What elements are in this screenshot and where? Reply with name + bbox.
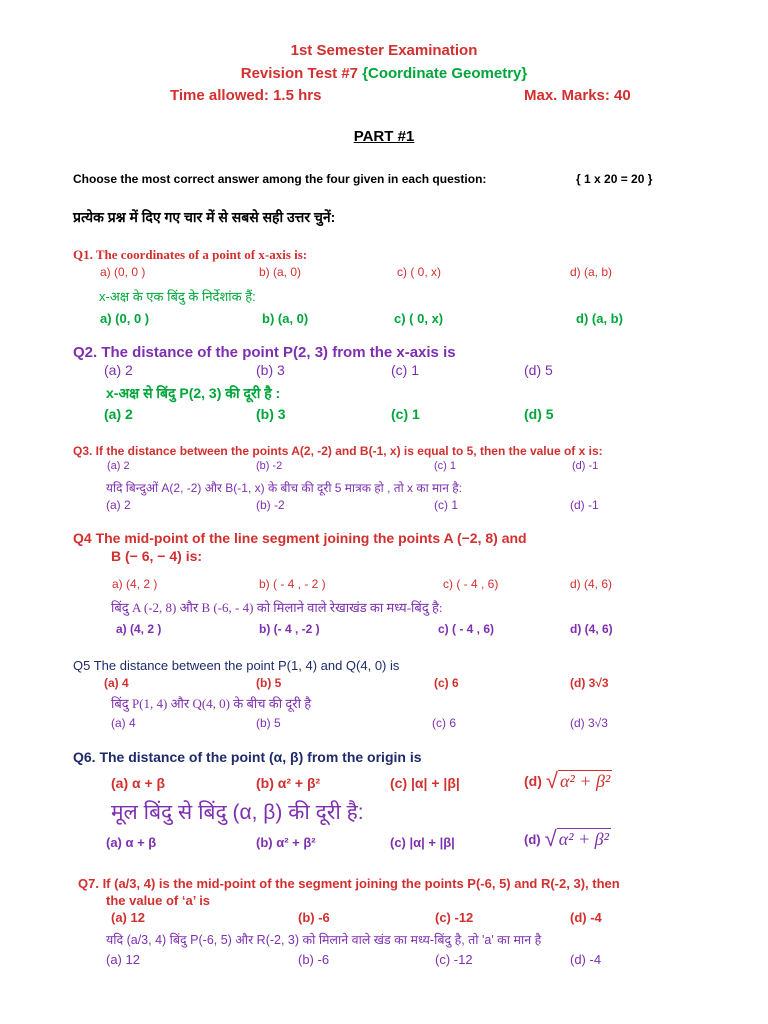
q3-text: Q3. If the distance between the points A(2, -2) and B(-1, x) is equal to 5, then the value of x is: — [73, 444, 603, 458]
q7-hindi-option-c: (c) -12 — [435, 952, 473, 967]
q2-option-d: (d) 5 — [524, 362, 553, 378]
q2-hindi-text: x-अक्ष से बिंदु P(2, 3) की दूरी है : — [106, 385, 281, 401]
q6-option-a: (a) α + β — [111, 775, 166, 791]
q6-text: Q6. The distance of the point (α, β) from the origin is — [73, 749, 422, 765]
q5-option-b: (b) 5 — [256, 676, 282, 690]
q5-text: Q5 The distance between the point P(1, 4) and Q(4, 0) is — [73, 658, 400, 673]
q1-hindi-option-b: b) (a, 0) — [262, 311, 309, 326]
q6-option-b: (b) α² + β² — [256, 775, 321, 791]
q6-hindi-option-b: (b) α² + β² — [256, 835, 316, 850]
q3-hindi-option-b: (b) -2 — [256, 498, 285, 512]
q7-option-a: (a) 12 — [111, 910, 145, 925]
marking-scheme: { 1 x 20 = 20 } — [576, 172, 653, 186]
test-topic: {Coordinate Geometry} — [362, 65, 528, 82]
q2-option-b: (b) 3 — [256, 362, 285, 378]
q3-hindi-option-d: (d) -1 — [570, 498, 599, 512]
q4-text-line2: B (− 6, − 4) is: — [111, 548, 203, 564]
q7-option-b: (b) -6 — [298, 910, 330, 925]
q7-text-line1: Q7. If (a/3, 4) is the mid-point of the segment joining the points P(-6, 5) and R(-2, 3), then — [78, 876, 620, 891]
q4-option-d: d) (4, 6) — [570, 577, 613, 591]
instruction-hi: प्रत्येक प्रश्न में दिए गए चार में से सबसे सही उत्तर चुनें: — [73, 209, 336, 225]
q5-hindi-option-c: (c) 6 — [432, 716, 456, 730]
q7-hindi-option-a: (a) 12 — [106, 952, 140, 967]
exam-title: 1st Semester Examination — [290, 42, 478, 59]
q5-hindi-option-a: (a) 4 — [111, 716, 136, 730]
q5-hindi-option-b: (b) 5 — [256, 716, 281, 730]
q5-hindi-text: बिंदु P(1, 4) और Q(4, 0) के बीच की दूरी है — [111, 696, 312, 711]
q3-option-a: (a) 2 — [107, 460, 130, 472]
q3-hindi-text: यदि बिन्दुओं A(2, -2) और B(-1, x) के बीच की दूरी 5 मात्रक हो , तो x का मान है: — [106, 481, 462, 495]
instruction-en: Choose the most correct answer among the four given in each question: — [73, 172, 487, 186]
q4-option-b: b) ( - 4 , - 2 ) — [259, 577, 326, 591]
q6-hindi-sqrt-radicand: α² + β² — [558, 829, 610, 849]
q6-hindi-sqrt-expression: √ α² + β² — [544, 826, 610, 851]
q6-sqrt-expression: √ α² + β² — [545, 768, 611, 793]
q1-option-d: d) (a, b) — [570, 265, 613, 279]
q1-option-b: b) (a, 0) — [259, 265, 302, 279]
time-allowed: Time allowed: 1.5 hrs — [170, 87, 322, 104]
q4-text-line1: Q4 The mid-point of the line segment joining the points A (−2, 8) and — [73, 530, 527, 546]
q3-hindi-option-c: (c) 1 — [434, 498, 458, 512]
q4-option-c: c) ( - 4 , 6) — [443, 577, 499, 591]
q4-option-a: a) (4, 2 ) — [112, 577, 158, 591]
part-heading: PART #1 — [353, 128, 415, 145]
q1-hindi-option-d: d) (a, b) — [576, 311, 623, 326]
q3-option-c: (c) 1 — [434, 460, 456, 472]
q7-hindi-option-b: (b) -6 — [298, 952, 330, 967]
q7-hindi-option-d: (d) -4 — [570, 952, 602, 967]
q2-text: Q2. The distance of the point P(2, 3) from the x-axis is — [73, 344, 456, 361]
q6-option-d-label: (d) — [524, 773, 542, 789]
q2-hindi-option-a: (a) 2 — [104, 406, 133, 422]
q1-text: Q1. The coordinates of a point of x-axis is: — [73, 247, 308, 262]
q2-hindi-option-b: (b) 3 — [256, 406, 286, 422]
q4-hindi-option-a: a) (4, 2 ) — [116, 622, 162, 636]
q3-option-d: (d) -1 — [572, 460, 599, 472]
q4-hindi-option-b: b) (- 4 , -2 ) — [259, 622, 320, 636]
q6-option-d — [524, 770, 612, 792]
test-name: Revision Test #7 — [240, 65, 363, 82]
q7-hindi-text: यदि (a/3, 4) बिंदु P(-6, 5) और R(-2, 3) को मिलाने वाले खंड का मध्य-बिंदु है, तो 'a' का मान है — [106, 933, 542, 947]
test-title — [0, 65, 768, 82]
q7-option-d: (d) -4 — [570, 910, 602, 925]
q2-option-a: (a) 2 — [104, 362, 133, 378]
q6-hindi-option-c: (c) |α| + |β| — [390, 835, 455, 850]
q5-option-d: (d) 3√3 — [570, 676, 609, 690]
q7-option-c: (c) -12 — [435, 910, 474, 925]
q3-option-b: (b) -2 — [256, 460, 283, 472]
q6-hindi-text: मूल बिंदु से बिंदु (α, β) की दूरी है: — [111, 801, 364, 824]
q4-hindi-option-d: d) (4, 6) — [570, 622, 613, 636]
q4-hindi-option-c: c) ( - 4 , 6) — [438, 622, 495, 636]
q2-hindi-option-c: (c) 1 — [391, 406, 420, 422]
q7-text-line2: the value of ‘a’ is — [106, 893, 211, 908]
q1-option-a: a) (0, 0 ) — [100, 265, 146, 279]
q5-option-a: (a) 4 — [104, 676, 129, 690]
q1-hindi-option-a: a) (0, 0 ) — [100, 311, 150, 326]
q5-hindi-option-d: (d) 3√3 — [570, 716, 608, 730]
q1-hindi-text: x-अक्ष के एक बिंदु के निर्देशांक हैं: — [99, 289, 256, 304]
q6-hindi-option-d — [524, 828, 611, 850]
q6-sqrt-radicand: α² + β² — [559, 771, 611, 791]
q6-option-c: (c) |α| + |β| — [390, 775, 460, 791]
q6-hindi-option-d-label: (d) — [524, 831, 541, 847]
q3-hindi-option-a: (a) 2 — [106, 498, 131, 512]
q2-hindi-option-d: (d) 5 — [524, 406, 554, 422]
q4-hindi-text: बिंदु A (-2, 8) और B (-6, - 4) को मिलाने वाले रेखाखंड का मध्य-बिंदु है: — [111, 600, 443, 615]
q5-option-c: (c) 6 — [434, 676, 459, 690]
max-marks: Max. Marks: 40 — [524, 87, 631, 104]
q1-hindi-option-c: c) ( 0, x) — [394, 311, 444, 326]
q1-option-c: c) ( 0, x) — [397, 265, 441, 279]
q2-option-c: (c) 1 — [391, 362, 419, 378]
q6-hindi-option-a: (a) α + β — [106, 835, 157, 850]
